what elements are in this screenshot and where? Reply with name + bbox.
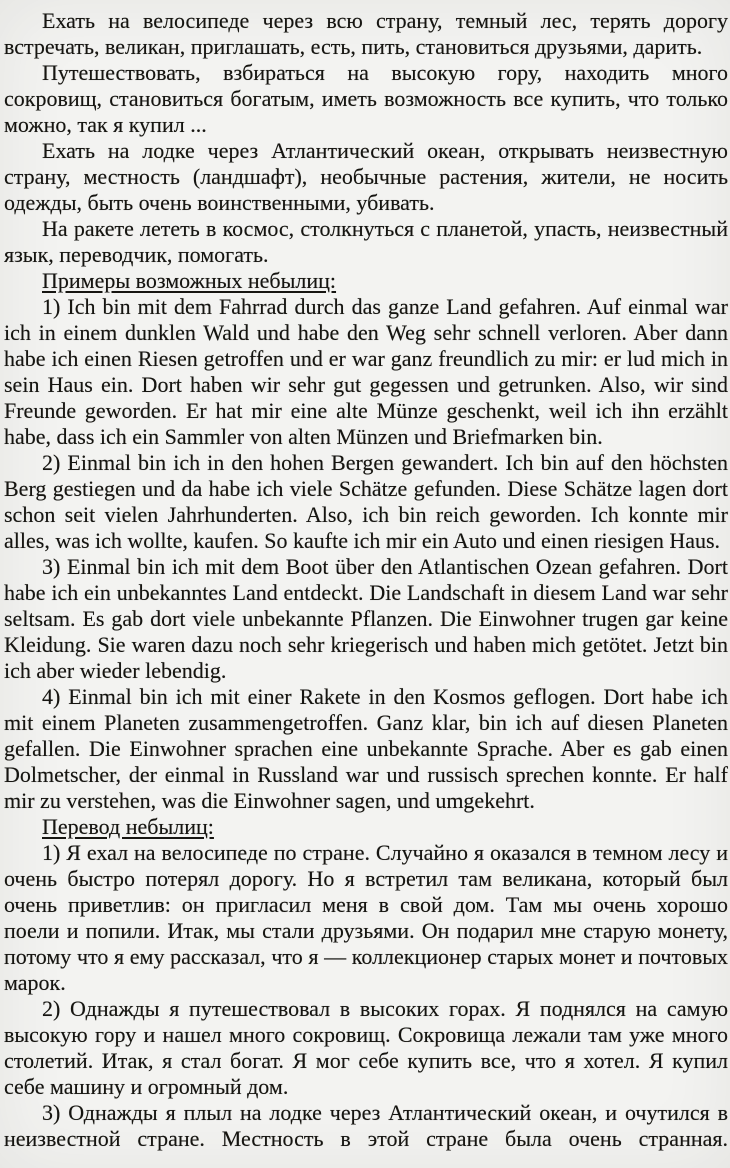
example-paragraph-1: 1) Ich bin mit dem Fahrrad durch das ganze Land gefahren. Auf einmal war ich in einem dunklen Wald und habe den Weg sehr schnell verloren. Aber dann habe ich einen Riesen getroffen und er war ganz freundlich zu mir: er lud mich in sein Haus ein. Dort haben wir sehr gut gegessen und getrunken. Also, wir sind Freunde geworden. Er hat mir eine alte Münze geschenkt, weil ich ihn erzählt habe, dass ich ein Sammler von alten Münzen und Briefmarken bin. bbox=[4, 294, 728, 449]
translation-paragraph-3: 3) Однажды я плыл на лодке через Атлантический океан, и очутился в неизвестной стране. Местность в этой стране была очень странная. bbox=[4, 1100, 728, 1151]
intro-paragraph-ocean: Ехать на лодке через Атлантический океан, открывать неизвестную страну, местность (ландшафт), необычные растения, жители, не носить одежды, быть очень воинственными, убивать. bbox=[4, 138, 728, 215]
example-paragraph-4: 4) Einmal bin ich mit einer Rakete in den Kosmos geflogen. Dort habe ich mit einem Planeten zusammengetroffen. Ganz klar, bin ich auf diesen Planeten gefallen. Die Einwohner sprachen eine unbekannte Sprache. Aber es gab einen Dolmetscher, der einmal in Russland war und russisch sprechen konnte. Er half mir zu verstehen, was die Einwohner sagen, und umgekehrt. bbox=[4, 684, 728, 813]
intro-paragraph-rocket: На ракете лететь в космос, столкнуться с планетой, упасть, неизвестный язык, переводчик, помогать. bbox=[4, 216, 728, 267]
examples-heading bbox=[4, 268, 728, 294]
translation-paragraph-1: 1) Я ехал на велосипеде по стране. Случайно я оказался в темном лесу и очень быстро потерял дорогу. Но я встретил там великана, который был очень приветлив: он пригласил меня в свой дом. Там мы очень хорошо поели и попили. Итак, мы стали друзьями. Он подарил мне старую монету, потому что я ему рассказал, что я — коллекционер старых монет и почтовых марок. bbox=[4, 840, 728, 995]
example-paragraph-3: 3) Einmal bin ich mit dem Boot über den Atlantischen Ozean gefahren. Dort habe ich ein unbekanntes Land entdeckt. Die Landschaft in diesem Land war sehr seltsam. Es gab dort viele unbekannte Pflanzen. Die Einwohner trugen gar keine Kleidung. Sie waren dazu noch sehr kriegerisch und haben mich getötet. Jetzt bin ich aber wieder lebendig. bbox=[4, 554, 728, 683]
translation-heading bbox=[4, 814, 728, 840]
translation-heading-text: Перевод небылиц: bbox=[42, 814, 214, 839]
translation-paragraph-2: 2) Однажды я путешествовал в высоких горах. Я поднялся на самую высокую гору и нашел много сокровищ. Сокровища лежали там уже много столетий. Итак, я стал богат. Я мог себе купить все, что я хотел. Я купил себе машину и огромный дом. bbox=[4, 996, 728, 1099]
example-paragraph-2: 2) Einmal bin ich in den hohen Bergen gewandert. Ich bin auf den höchsten Berg gestiegen und da habe ich viele Schätze gefunden. Diese Schätze lagen dort schon seit vielen Jahrhunderten. Also, ich bin reich geworden. Ich konnte mir alles, was ich wollte, kaufen. So kaufte ich mir ein Auto und einen riesigen Haus. bbox=[4, 450, 728, 553]
intro-paragraph-bicycle: Ехать на велосипеде через всю страну, темный лес, терять дорогу встречать, великан, приглашать, есть, пить, становиться друзьями, дарить. bbox=[4, 8, 728, 59]
intro-paragraph-mountain: Путешествовать, взбираться на высокую гору, находить много сокровищ, становиться богатым, иметь возможность все купить, что только можно, так я купил ... bbox=[4, 60, 728, 137]
examples-heading-text: Примеры возможных небылиц: bbox=[42, 268, 337, 293]
